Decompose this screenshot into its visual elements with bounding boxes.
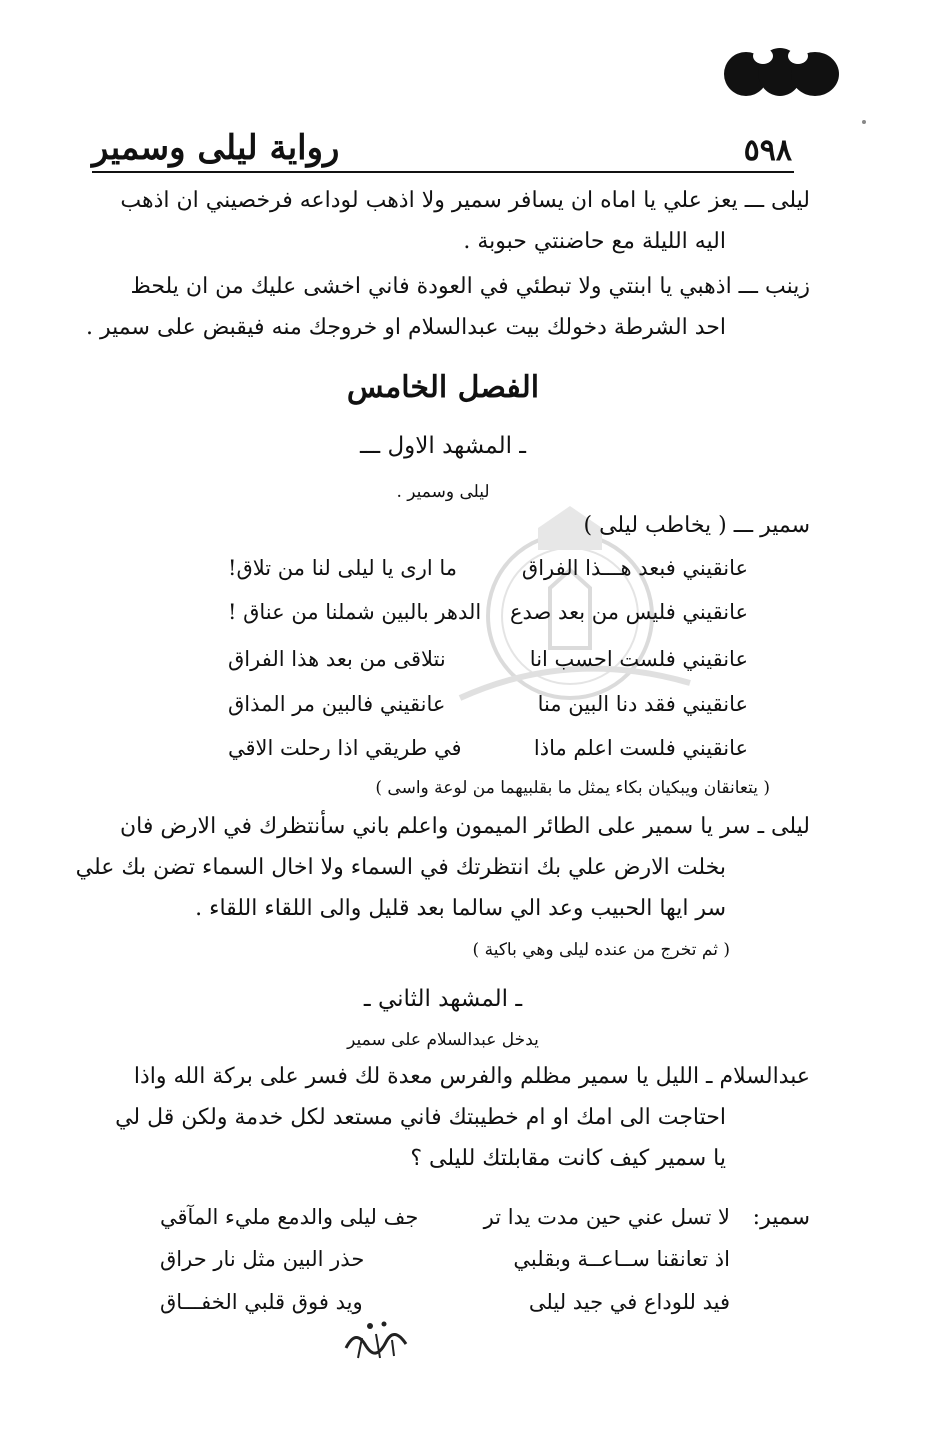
act-title: الفصل الخامس <box>346 370 540 405</box>
verse-first-hemistich: عانقيني فقد دنا البين منا <box>537 692 748 716</box>
verse-first-hemistich: اذ تعانقنا ســاعــة وبقلبي <box>513 1247 730 1271</box>
text-line: اليه الليلة مع حاضنتي حبوبة . <box>463 229 726 254</box>
verse-second-hemistich: عانقيني فالبين مر المذاق <box>228 692 446 716</box>
verse-first-hemistich: لا تسل عني حين مدت يدا تر <box>483 1205 730 1229</box>
verse-line <box>228 647 748 671</box>
verse-line <box>228 556 748 580</box>
exit-direction: ( ثم تخرج من عنده ليلى وهي باكية ) <box>472 940 730 960</box>
verse-line <box>160 1290 730 1314</box>
abdussalam-speech <box>115 1056 810 1179</box>
text-line: يا سمير كيف كانت مقابلتك لليلى ؟ <box>410 1146 726 1171</box>
stage-direction: ( يتعانقان ويبكيان بكاء يمثل ما بقلبيهما من لوعة واسى ) <box>375 778 770 798</box>
page-header <box>92 118 792 168</box>
text-line: عبدالسلام ـ الليل يا سمير مظلم والفرس معدة لك فسر على بركة الله واذا <box>133 1064 810 1089</box>
verse-line <box>228 600 748 624</box>
text-line: بخلت الارض علي بك انتظرتك في السماء ولا اخال السماء تضن بك علي <box>75 855 726 880</box>
verse-second-hemistich: نتلاقى من بعد هذا الفراق <box>228 647 446 671</box>
ornament-icon <box>718 46 843 102</box>
samir-speaker-label: سمير ـــ ( يخاطب ليلى ) <box>583 513 810 538</box>
verse-second-hemistich: الدهر بالبين شملنا من عناق ! <box>228 600 482 624</box>
running-title: رواية ليلى وسمير <box>92 128 340 168</box>
end-flourish-icon <box>336 1318 416 1366</box>
scan-speck <box>862 120 866 124</box>
scene-2-title: ـ المشهد الثاني ـ <box>363 986 523 1012</box>
text-line: زينب ـــ اذهبي يا ابنتي ولا تبطئي في العودة فاني اخشى عليك من ان يلحظ <box>130 274 810 299</box>
text-line: ليلى ـ سر يا سمير على الطائر الميمون واعلم باني سأنتظرك في الارض فان <box>119 814 810 839</box>
verse-second-hemistich: حذر البين مثل نار حراق <box>160 1247 365 1271</box>
samir-speaker-label-2: سمير: <box>752 1205 810 1230</box>
verse-first-hemistich: عانقيني فلست اعلم ماذا <box>533 736 748 760</box>
header-rule <box>92 171 794 173</box>
verse-first-hemistich: عانقيني فلست احسب انا <box>529 647 748 671</box>
verse-first-hemistich: عانقيني فليس من بعد صدع <box>510 600 748 624</box>
verse-line <box>160 1205 730 1229</box>
text-line: سر ايها الحبيب وعد الي سالما بعد قليل والى اللقاء اللقاء . <box>195 896 726 921</box>
verse-second-hemistich: جف ليلى والدمع مليء المآقي <box>160 1205 419 1229</box>
verse-line <box>228 736 748 760</box>
text-line: احد الشرطة دخولك بيت عبدالسلام او خروجك منه فيقبض على سمير . <box>86 315 726 340</box>
text-line: ليلى ـــ يعز علي يا اماه ان يسافر سمير ولا اذهب لوداعه فرخصيني ان اذهب <box>120 188 810 213</box>
leila-farewell-speech <box>76 806 810 929</box>
verse-second-hemistich: في طريقي اذا رحلت الاقي <box>228 736 462 760</box>
page-number: ٥٩٨ <box>743 133 792 168</box>
verse-second-hemistich: ما ارى يا ليلى لنا من تلاق! <box>228 556 458 580</box>
scene-2-entrance: يدخل عبدالسلام على سمير <box>347 1030 539 1050</box>
text-line: احتاجت الى امك او ام خطيبتك فاني مستعد لكل خدمة ولكن قل لي <box>115 1105 726 1130</box>
verse-first-hemistich: عانقيني فبعد هـــذا الفراق <box>521 556 748 580</box>
zeinab-speech <box>86 266 810 348</box>
verse-second-hemistich: ويد فوق قلبي الخفـــاق <box>160 1290 363 1314</box>
leila-speech-top <box>120 180 810 262</box>
scene-1-characters: ليلى وسمير . <box>396 482 490 502</box>
scene-1-title: ـ المشهد الاول ـــ <box>359 433 527 459</box>
verse-first-hemistich: فيد للوداع في جيد ليلى <box>528 1290 730 1314</box>
verse-line <box>228 692 748 716</box>
verse-line <box>160 1247 730 1271</box>
